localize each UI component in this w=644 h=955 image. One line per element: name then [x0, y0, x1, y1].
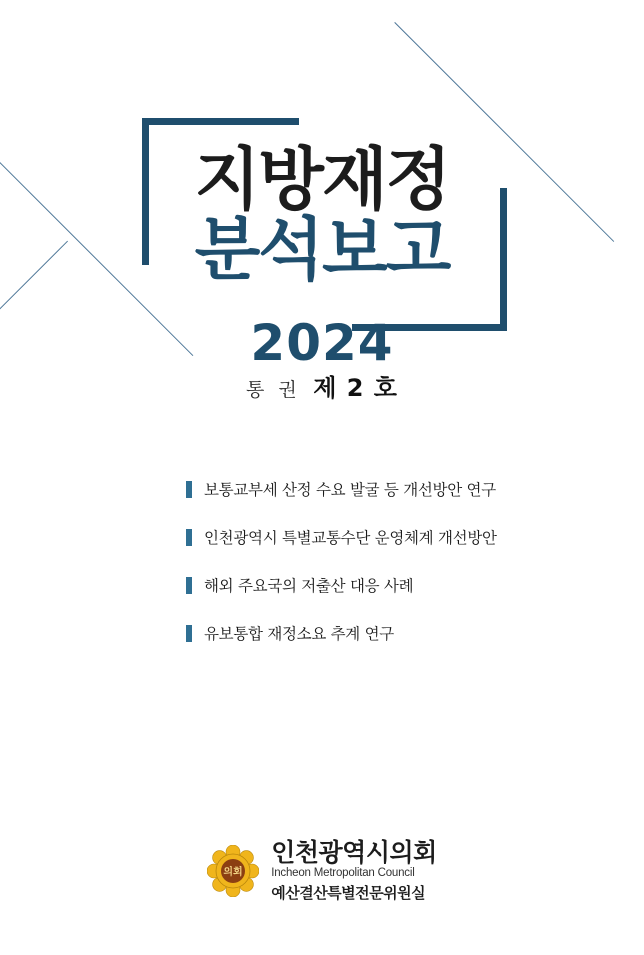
contents-entry-label: 인천광역시 특별교통수단 운영체계 개선방안: [204, 529, 497, 547]
council-emblem-icon: [207, 845, 259, 897]
list-item: [186, 526, 606, 548]
cover-title: [0, 141, 644, 291]
organization-name-ko: 인천광역시의회: [271, 837, 437, 867]
list-item: [186, 574, 606, 596]
list-item: [186, 622, 606, 644]
title-line-two: 분석보고: [194, 211, 450, 291]
contents-entry-label: 해외 주요국의 저출산 대응 사례: [204, 577, 414, 595]
organization-name-en: Incheon Metropolitan Council: [271, 867, 415, 879]
bullet-icon: [186, 577, 192, 594]
department-name: 예산결산특별전문위원실: [271, 884, 426, 902]
publisher-footer: [0, 839, 644, 904]
publication-year: 2024: [250, 314, 394, 372]
publisher-text-block: [271, 839, 437, 904]
serial-label: 통 권: [246, 379, 301, 401]
svg-text:의회: 의회: [223, 866, 243, 878]
title-line-one: 지방재정: [194, 141, 450, 220]
bullet-icon: [186, 529, 192, 546]
issue-info: [0, 368, 644, 403]
contents-list: [186, 478, 606, 670]
issue-number: 제 2 호: [313, 374, 398, 402]
contents-entry-label: 보통교부세 산정 수요 발굴 등 개선방안 연구: [204, 481, 496, 499]
bullet-icon: [186, 481, 192, 498]
bullet-icon: [186, 625, 192, 642]
contents-entry-label: 유보통합 재정소요 추계 연구: [204, 625, 394, 643]
list-item: [186, 478, 606, 500]
